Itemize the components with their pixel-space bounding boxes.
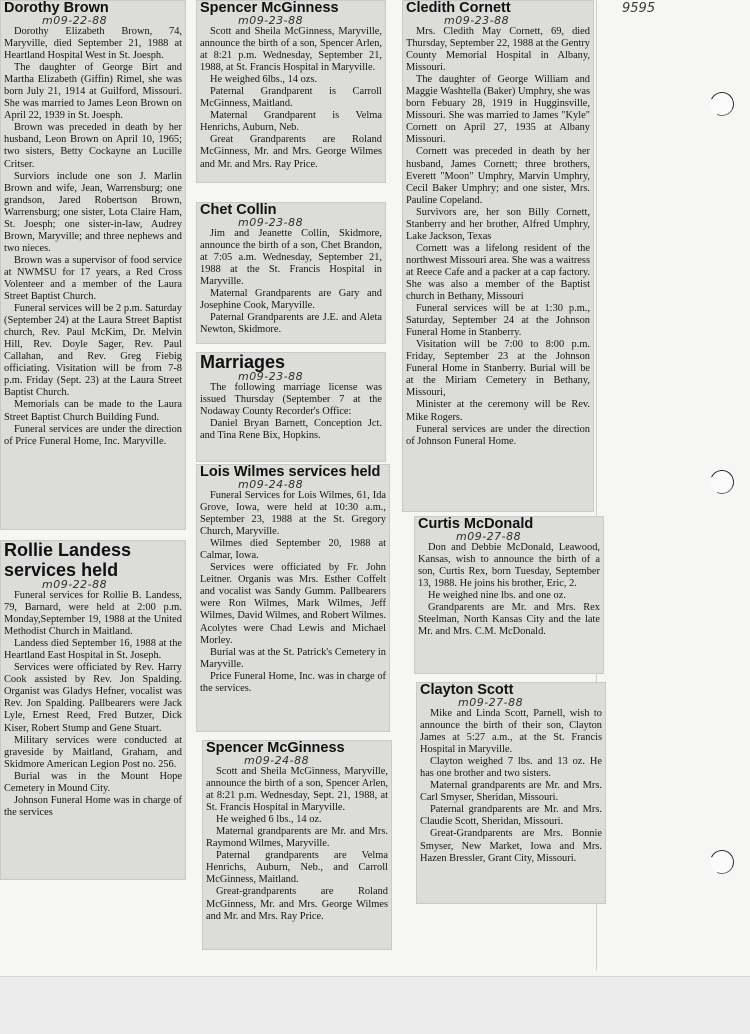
paragraph: Scott and Sheila McGinness, Maryville, announce the birth of a son, Spencer Arlen, at 8:21 p.m. Wednesday, Sept. 21, 1988, at St. Francis Hospital in Maryville. (206, 766, 388, 814)
clipping-body (200, 26, 382, 171)
paragraph: He weighed 6 lbs., 14 oz. (216, 814, 322, 826)
clipping-spencer-mcginness-1 (196, 0, 386, 183)
paragraph: Survivors are, her son Billy Cornett, Stanberry and her brother, Alfred Umphry, Lake Jackson, Texas (406, 206, 590, 242)
paragraph: Paternal Grandparent is Carroll McGinness, Maitland. (200, 86, 382, 110)
paragraph: Price Funeral Home, Inc. was in charge of the services. (200, 670, 386, 694)
paragraph: He weighed nine lbs. and one oz. (428, 590, 566, 602)
paragraph: Wilmes died September 20, 1988 at Calmar, Iowa. (200, 538, 386, 562)
paragraph: He weighed 6lbs., 14 ozs. (210, 74, 318, 86)
paragraph: Maternal Grandparents are Gary and Josephine Cook, Maryville. (200, 288, 382, 312)
handwritten-date: m09-27-88 (456, 530, 522, 543)
paragraph: Jim and Jeanette Collin, Skidmore, announce the birth of a son, Chet Brandon, at 7:05 a.m. Wednesday, September 21, 1988 at the St. Francis Hospital in Maryville. (200, 228, 382, 288)
handwritten-date: m09-24-88 (244, 754, 310, 767)
paragraph: Funeral services for Rollie B. Landess, 79, Barnard, were held at 2:00 p.m. Monday,September 19, 1988 at the United Methodist Church in Maitland. (4, 590, 182, 638)
clipping-heading: Marriages (200, 352, 286, 372)
paragraph: Funeral services will be at 1:30 p.m., Saturday, September 24 at the Johnson Funeral Home in Stanberry. (406, 303, 590, 339)
paragraph: Great-grandparents are Roland McGinness, Mr. and Mrs. George Wilmes and Mr. and Mrs. Ray Price. (206, 886, 388, 922)
clipping-lois-wilmes (196, 464, 390, 732)
clipping-spencer-mcginness-2 (202, 740, 392, 950)
paragraph: Great Grandparents are Roland McGinness, Mr. and Mrs. George Wilmes and Mr. and Mrs. Ray Price. (200, 134, 382, 170)
paragraph: Services were officiated by Rev. Harry Cook assisted by Rev. Jon Spalding. Organist was Gladys Hefner, vocalist was Rev. Jon Spalding. Pallbearers were Jack Lyle, Ernest Reed, Fred Butzer, Dick Kiser, Robert Stump and Gene Stuart. (4, 662, 182, 734)
hole-punch-icon (707, 847, 738, 878)
paragraph: Clayton weighed 7 lbs. and 13 oz. He has one brother and two sisters. (420, 756, 602, 780)
paragraph: Paternal grandparents are Mr. and Mrs. Claudie Scott, Sheridan, Missouri. (420, 804, 602, 828)
clipping-heading: Curtis McDonald (418, 516, 534, 532)
paragraph: Military services were conducted at graveside by Maitland, Graham, and Skidmore American Legion Post no. 256. (4, 734, 182, 770)
paragraph: Landess died September 16, 1988 at the Heartland East Hospital in St. Joseph. (4, 638, 182, 662)
paragraph: Funeral services are under the direction of Price Funeral Home, Inc. Maryville. (4, 423, 182, 447)
paragraph: Daniel Bryan Barnett, Conception Jct. and Tina Rene Bix, Hopkins. (200, 418, 382, 442)
paragraph: Funeral services will be 2 p.m. Saturday (September 24) at the Laura Street Baptist church, Rev. Paul McKim, Dr. Melvin Hill, Rev. Doyle Sager, Rev. Paul Callahan, and Rev. Greg Fiebig officiating. Visitation will be from 7-8 p.m. Friday (Sept. 23) at the Laura Street Baptist Church. (4, 303, 182, 399)
paragraph: Visitation will be 7:00 to 8:00 p.m. Friday, September 23 at the Johnson Funeral Home in Stanberry. Burial will be at the Miriam Cemetery in Bethany, Missouri, (406, 339, 590, 399)
paragraph: Cornett was a lifelong resident of the northwest Missouri area. She was a waitress at Reece Cafe and a packer at a cap factory. She was also a member of the Baptist church in Bethany, Missouri (406, 242, 590, 303)
paragraph: Great-Grandparents are Mrs. Bonnie Smyser, New Market, Iowa and Mrs. Hazen Bressler, Grant City, Missouri. (420, 828, 602, 864)
paragraph: Minister at the ceremony will be Rev. Mike Rogers. (406, 399, 590, 423)
handwritten-date: m09-23-88 (238, 14, 304, 27)
clipping-heading: Chet Collin (200, 202, 277, 218)
paragraph: Burial was in the Mount Hope Cemetery in Mound City. (4, 770, 182, 794)
clipping-curtis-mcdonald (414, 516, 604, 674)
paragraph: Grandparents are Mr. and Mrs. Rex Steelman, North Kansas City and the late Mr. and Mrs. C.M. McDonald. (418, 602, 600, 638)
paragraph: Mrs. Cledith May Cornett, 69, died Thursday, September 22, 1988 at the Gentry County Memorial Hospital in Albany, Missouri. (406, 26, 591, 74)
paragraph: Funeral services are under the direction of Johnson Funeral Home. (406, 423, 590, 447)
paragraph: Cornett was preceded in death by her husband, James Cornett; three brothers, Everett "Moon" Umphry, Marvin Umphry, Cecil Baker Umphry; and one sister, Mrs. Pauline Copeland. (406, 146, 590, 206)
clipping-body (200, 228, 382, 336)
clipping-rollie-landess (0, 540, 186, 880)
clipping-body (406, 26, 590, 448)
paragraph: Brown was a supervisor of food service at NWMSU for 17 years, a Red Cross Volenteer and a member of the Laura Street Baptist Church. (4, 254, 182, 303)
paragraph: Paternal grandparents are Velma Henrichs, Auburn, Neb., and Carroll McGinness, Maitland. (206, 850, 388, 886)
handwritten-date: m09-23-88 (238, 216, 304, 229)
paragraph: Dorothy Elizabeth Brown, 74, Maryville, died September 21, 1988 at Heartland Hospital West in St. Joesph. (4, 26, 182, 62)
clipping-body (206, 766, 388, 923)
paragraph: Services were officiated by Fr. John Leitner. Organis was Mrs. Esther Coffelt and vocalist was Sandy Gumm. Pallbearers were Ron Wilmes, Mark Wilmes, Jeff Wilmes, David Wilmes, and Robert Wilmes. Acolytes were Chad Lewis and Michael Morley. (200, 562, 386, 646)
clipping-body (418, 542, 600, 638)
paragraph: Johnson Funeral Home was in charge of the services (4, 794, 182, 818)
clipping-heading: Rollie Landess services held (4, 540, 132, 580)
paragraph: Mike and Linda Scott, Parnell, wish to announce the birth of their son, Clayton James at 5:27 a.m., at the St. Francis Hospital in Maryville. (420, 708, 602, 756)
paragraph: Maternal grandparents are Mr. and Mrs. Raymond Wilmes, Maryville. (206, 826, 388, 850)
clipping-heading: Dorothy Brown (4, 0, 109, 16)
paragraph: Surviors include one son J. Marlin Brown and wife, Jean, Warrensburg; one grandson, Jared Robertson Brown, Warrensburg; one sister, Lota Claire Ham, St. Joesph; one sister-in-law, Audrey Brown, Maryville; and three nephews and two nieces. (4, 170, 182, 254)
clipping-body (200, 382, 382, 442)
corner-handwritten-number: 9595 (622, 1, 656, 16)
paragraph: Brown was preceded in death by her husband, Leon Brown on April 10, 1965; two sisters, Betty Cockayne an Lucille Critser. (4, 122, 182, 170)
paragraph: Maternal grandparents are Mr. and Mrs. Carl Smyser, Sheridan, Missouri. (420, 780, 602, 804)
hole-punch-icon (707, 89, 738, 120)
clipping-body (200, 490, 386, 695)
paragraph: Funeral Services for Lois Wilmes, 61, Ida Grove, Iowa, were held at 10:30 a.m., September 23, 1988 at the St. Gregory Church, Maryville. (200, 490, 386, 538)
hole-punch-icon (707, 467, 738, 498)
handwritten-date: m09-27-88 (458, 696, 524, 709)
clipping-heading: Lois Wilmes services held (200, 464, 381, 480)
clipping-dorothy-brown (0, 0, 186, 530)
clipping-heading: Cledith Cornett (406, 0, 511, 16)
clipping-body (4, 590, 182, 819)
handwritten-date: m09-23-88 (444, 14, 510, 27)
clipping-chet-collin (196, 202, 386, 344)
handwritten-date: m09-22-88 (42, 578, 108, 591)
paragraph: The following marriage license was issued Thursday (September 7 at the Nodaway County Recorder's Office: (200, 382, 382, 418)
paragraph: Memorials can be made to the Laura Street Baptist Church Building Fund. (4, 399, 182, 423)
clipping-heading: Spencer McGinness (206, 740, 345, 756)
clipping-clayton-scott (416, 682, 606, 904)
paragraph: The daughter of George Birt and Martha Elizabeth (Giffin) Rimel, she was born July 21, 1914 at Guilford, Missouri. She was married to James Leon Brown on April 22, 1939 in St. Joesph. (4, 62, 182, 122)
paragraph: Don and Debbie McDonald, Leawood, Kansas, wish to announce the birth of a son, Curtis Rex, born Tuesday, September 13, 1988. He joins his brother, Eric, 2. (418, 542, 600, 590)
clipping-heading: Spencer McGinness (200, 0, 339, 16)
clipping-body (420, 708, 602, 865)
clipping-cledith-cornett (402, 0, 594, 512)
handwritten-date: m09-22-88 (42, 14, 108, 27)
paragraph: Scott and Sheila McGinness, Maryville, announce the birth of a son, Spencer Arlen, at 8:21 p.m. Wednesday, September 21, 1988, at St. Francis Hospital in Maryville. (200, 26, 382, 74)
clipping-marriages (196, 352, 386, 462)
handwritten-date: m09-23-88 (238, 370, 304, 383)
page-bottom-edge (0, 976, 750, 1034)
handwritten-date: m09-24-88 (238, 478, 304, 491)
paragraph: Paternal Grandparents are J.E. and Aleta Newton, Skidmore. (200, 312, 382, 336)
paragraph: Maternal Grandparent is Velma Henrichs, Auburn, Neb. (200, 110, 382, 134)
paragraph: The daughter of George William and Maggie Washtella (Baker) Umphry, she was born Febuary 28, 1919 in Hugginsville, Missouri. She was married to James "Kyle" Cornett on April 27, 1935 at Albany Missouri. (406, 74, 590, 146)
paragraph: Burial was at the St. Patrick's Cemetery in Maryville. (200, 646, 386, 670)
clipping-body (4, 26, 182, 448)
clipping-heading: Clayton Scott (420, 682, 514, 698)
